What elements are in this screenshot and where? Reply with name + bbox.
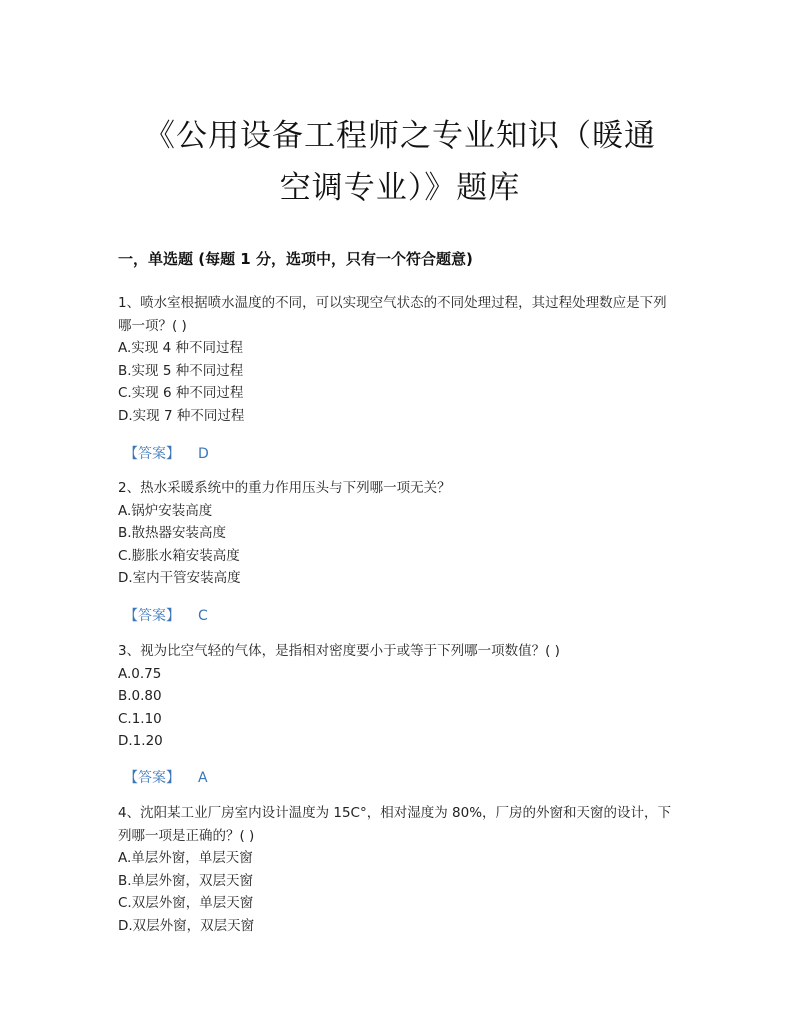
option-a: A.单层外窗，单层天窗 xyxy=(118,850,253,866)
question-stem: 3、视为比空气轻的气体，是指相对密度要小于或等于下列哪一项数值？( ) xyxy=(118,643,560,659)
answer-label: 【答案】 xyxy=(124,770,180,786)
option-c: C.实现 6 种不同过程 xyxy=(118,385,244,401)
option-b: B.单层外窗，双层天窗 xyxy=(118,872,254,889)
question-2 xyxy=(118,477,678,590)
answer-value: C xyxy=(198,608,208,624)
option-d: D.双层外窗，双层天窗 xyxy=(118,917,255,934)
title-line-2: 空调专业）》题库 xyxy=(279,170,521,206)
section-heading: 一，单选题 (每题 1 分，选项中，只有一个符合题意) xyxy=(118,250,473,268)
question-1 xyxy=(118,292,678,427)
option-b: B.实现 5 种不同过程 xyxy=(118,362,244,379)
option-c: C.双层外窗，单层天窗 xyxy=(118,895,254,911)
answer-value: D xyxy=(198,446,209,462)
question-4 xyxy=(118,802,678,937)
question-stem: 1、喷水室根据喷水温度的不同，可以实现空气状态的不同处理过程，其过程处理数应是下列哪一项？( ) xyxy=(118,295,667,334)
option-d: D.实现 7 种不同过程 xyxy=(118,407,245,424)
option-a: A.锅炉安装高度 xyxy=(118,502,213,519)
answer-3 xyxy=(124,767,208,787)
title-line-1: 《公用设备工程师之专业知识（暖通 xyxy=(144,118,656,154)
answer-label: 【答案】 xyxy=(124,608,180,624)
option-a: A.实现 4 种不同过程 xyxy=(118,340,243,356)
answer-label: 【答案】 xyxy=(124,446,180,462)
option-a: A.0.75 xyxy=(118,665,162,682)
answer-2 xyxy=(124,605,208,625)
document-title xyxy=(100,110,700,214)
question-stem: 2、热水采暖系统中的重力作用压头与下列哪一项无关？ xyxy=(118,480,451,496)
answer-value: A xyxy=(198,770,208,786)
option-d: D.1.20 xyxy=(118,733,163,749)
option-d: D.室内干管安装高度 xyxy=(118,570,241,586)
option-b: B.散热器安装高度 xyxy=(118,525,227,541)
option-c: C.1.10 xyxy=(118,710,162,727)
question-3 xyxy=(118,640,678,753)
option-c: C.膨胀水箱安装高度 xyxy=(118,547,240,564)
question-stem: 4、沈阳某工业厂房室内设计温度为 15C°，相对湿度为 80%，厂房的外窗和天窗的设计，下列哪一项是正确的？( ) xyxy=(118,805,672,844)
option-b: B.0.80 xyxy=(118,688,162,704)
answer-1 xyxy=(124,443,209,463)
